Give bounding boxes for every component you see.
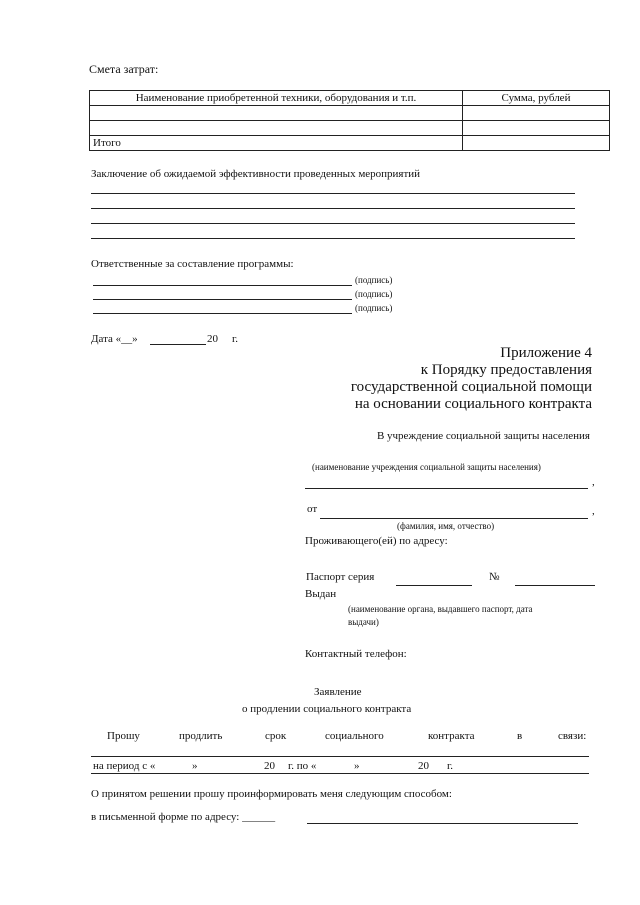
column-sum-header: Сумма, рублей — [463, 91, 610, 106]
date-suffix: г. — [232, 333, 239, 345]
table-cell[interactable] — [90, 121, 463, 136]
request-word: контракта — [428, 730, 475, 742]
table-header-row — [90, 91, 610, 106]
period-quote-2: » — [354, 760, 360, 772]
signature-line[interactable] — [93, 299, 352, 300]
period-quote-1: » — [192, 760, 198, 772]
phone-label: Контактный телефон: — [305, 648, 407, 660]
residence-label: Проживающего(ей) по адресу: — [305, 535, 448, 547]
period-suffix: г. — [447, 760, 454, 772]
institution-line[interactable] — [305, 488, 588, 489]
issuer-caption-2: выдачи) — [348, 617, 379, 627]
period-line[interactable] — [91, 773, 589, 774]
from-label: от — [307, 503, 318, 515]
passport-label: Паспорт серия — [306, 571, 375, 583]
table-cell[interactable] — [90, 106, 463, 121]
table-cell[interactable] — [463, 121, 610, 136]
table-cell[interactable] — [463, 106, 610, 121]
conclusion-line[interactable] — [91, 208, 575, 209]
column-name-header: Наименование приобретенной техники, оборудования и т.п. — [90, 91, 463, 106]
total-label: Итого — [90, 136, 463, 151]
responsible-label: Ответственные за составление программы: — [91, 258, 294, 270]
request-word: в — [517, 730, 523, 742]
signature-caption: (подпись) — [355, 275, 393, 285]
appendix-line-3: государственной социальной помощи — [350, 379, 592, 395]
signature-caption: (подпись) — [355, 303, 393, 313]
appendix-line-2: к Порядку предоставления — [420, 362, 592, 378]
reason-line[interactable] — [91, 756, 589, 757]
table-row — [90, 106, 610, 121]
comma: , — [592, 505, 595, 517]
issued-label: Выдан — [305, 588, 337, 600]
request-word: связи: — [558, 730, 587, 742]
signature-line[interactable] — [93, 285, 352, 286]
passport-series-line[interactable] — [396, 585, 472, 586]
addressee-to: В учреждение социальной защиты населения — [376, 430, 590, 442]
address-line[interactable] — [307, 823, 578, 824]
request-word: социального — [325, 730, 384, 742]
issuer-caption-1: (наименование органа, выдавшего паспорт, дата — [348, 604, 533, 614]
request-word: продлить — [179, 730, 223, 742]
conclusion-label: Заключение об ожидаемой эффективности проведенных мероприятий — [91, 168, 421, 180]
table-row — [90, 121, 610, 136]
number-label: № — [489, 571, 500, 583]
request-word: срок — [265, 730, 287, 742]
cost-table — [89, 90, 610, 151]
date-prefix: Дата «__» — [91, 333, 138, 345]
period-year-2: 20 — [418, 760, 429, 772]
application-title: Заявление — [314, 686, 362, 698]
appendix-line-1: Приложение 4 — [500, 345, 592, 361]
notify-text: О принятом решении прошу проинформировать меня следующим способом: — [91, 788, 452, 800]
total-sum-cell[interactable] — [463, 136, 610, 151]
conclusion-line[interactable] — [91, 223, 575, 224]
request-word: Прошу — [107, 730, 140, 742]
period-mid: г. по « — [288, 760, 317, 772]
period-prefix: на период с « — [93, 760, 156, 772]
name-line[interactable] — [320, 518, 588, 519]
application-subtitle: о продлении социального контракта — [242, 703, 412, 715]
signature-line[interactable] — [93, 313, 352, 314]
signature-caption: (подпись) — [355, 289, 393, 299]
written-form-label: в письменной форме по адресу: ______ — [91, 811, 276, 823]
date-month-line[interactable] — [150, 344, 206, 345]
name-caption: (фамилия, имя, отчество) — [397, 521, 495, 531]
comma: , — [592, 476, 595, 488]
conclusion-line[interactable] — [91, 193, 575, 194]
total-row — [90, 136, 610, 151]
passport-number-line[interactable] — [515, 585, 595, 586]
conclusion-line[interactable] — [91, 238, 575, 239]
date-year: 20 — [207, 333, 218, 345]
estimate-title: Смета затрат: — [89, 62, 159, 76]
period-year-1: 20 — [264, 760, 275, 772]
institution-caption: (наименование учреждения социальной защиты населения) — [312, 462, 541, 472]
appendix-line-4: на основании социального контракта — [354, 396, 592, 412]
